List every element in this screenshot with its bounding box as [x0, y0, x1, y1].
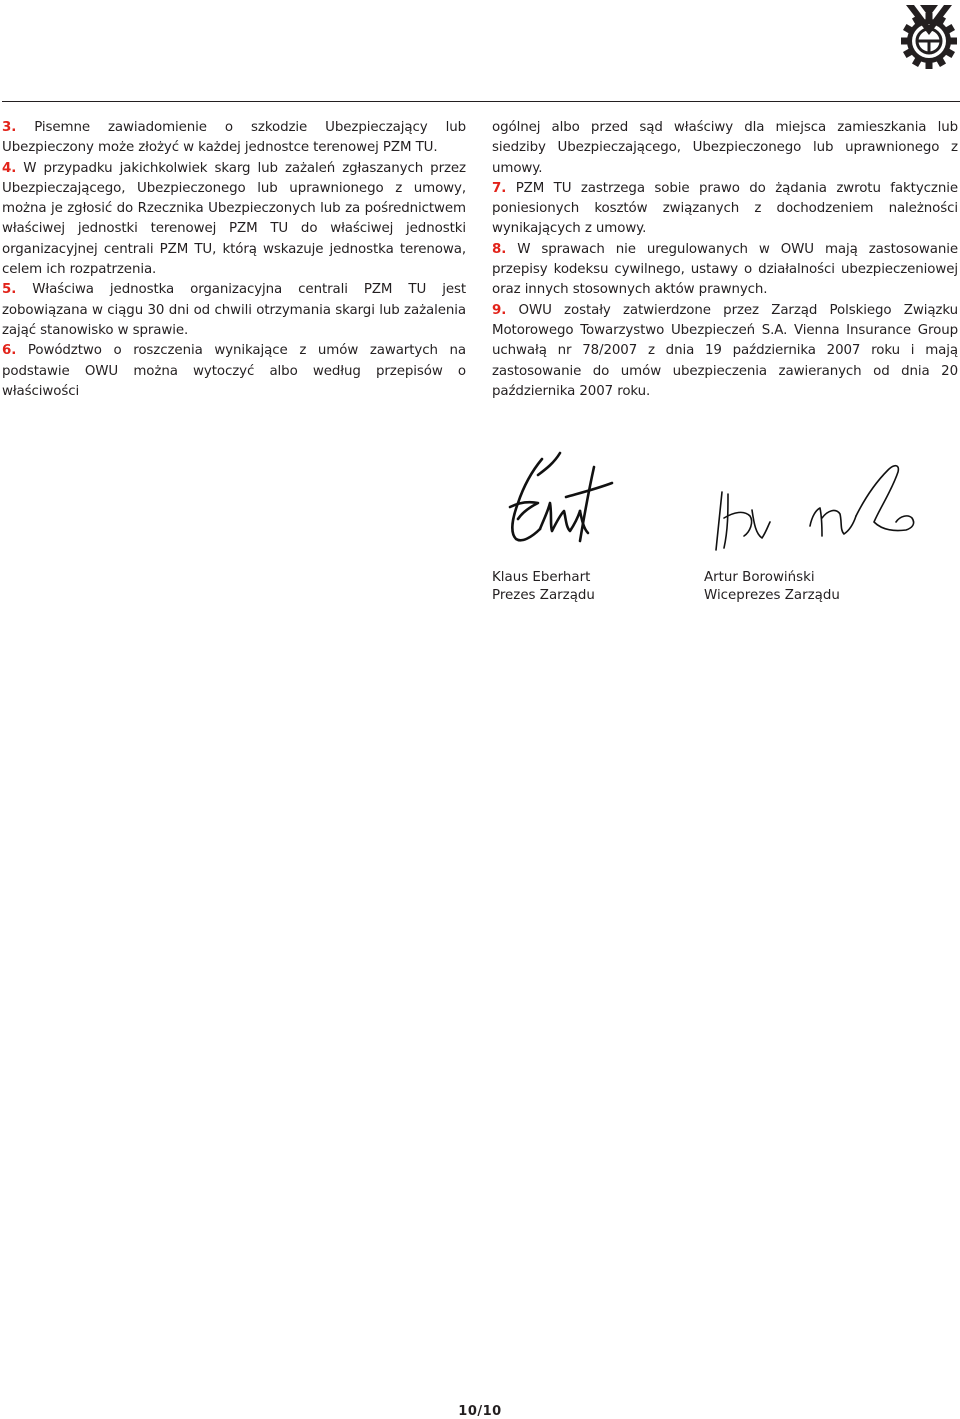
clause-number: 9.: [492, 302, 507, 318]
clause-text: W sprawach nie uregulowanych w OWU mają zastosowanie przepisy kodeksu cywilnego, ustawy o działalności ubezpieczeniowej oraz innych stosownych aktów prawnych.: [492, 241, 958, 298]
signature-artur-borowinski: [694, 452, 926, 552]
clause-4: [2, 159, 466, 281]
signatory-role: Wiceprezes Zarządu: [704, 587, 840, 603]
clause-8: [492, 240, 958, 301]
left-column: [2, 118, 466, 402]
clause-7: [492, 179, 958, 240]
clause-text: W przypadku jakichkolwiek skarg lub zażaleń zgłaszanych przez Ubezpieczającego, Ubezpieczonego lub uprawnionego z umowy, można je zgłosić do Rzecznika Ubezpieczonych lub za pośrednictwem właściwej jednostki terenowej PZM TU do właściwej jednostki organizacyjnej centrali PZM TU, którą wskazuje jednostka terenowa, celem ich rozpatrzenia.: [2, 160, 466, 278]
clause-9: [492, 301, 958, 402]
clause-5: [2, 280, 466, 341]
signature-klaus-eberhart: [488, 445, 620, 555]
pzm-logo-icon: [898, 1, 960, 71]
clause-text: Powództwo o roszczenia wynikające z umów zawartych na podstawie OWU można wytoczyć albo według przepisów o właściwości: [2, 343, 466, 399]
signatory-name: Artur Borowiński: [704, 570, 815, 585]
signatory-role: Prezes Zarządu: [492, 587, 595, 603]
clause-number: 5.: [2, 282, 17, 298]
clause-number: 4.: [2, 160, 17, 176]
signature-block-1: [492, 569, 595, 604]
clause-6: [2, 341, 466, 402]
signature-block-2: [704, 569, 840, 604]
page-number: 10/10: [458, 1404, 502, 1419]
clause-text: Pisemne zawiadomienie o szkodzie Ubezpieczający lub Ubezpieczony może złożyć w każdej jednostce terenowej PZM TU.: [2, 120, 466, 156]
clause-number: 6.: [2, 343, 17, 359]
signatory-name: Klaus Eberhart: [492, 570, 591, 585]
clause-text: OWU zostały zatwierdzone przez Zarząd Polskiego Związku Motorowego Towarzystwo Ubezpieczeń S.A. Vienna Insurance Group uchwałą nr 78/2007 z dnia 19 października 2007 roku i mają zastosowanie do umów ubezpieczenia zawieranych od dnia 20 października 2007 roku.: [492, 302, 958, 399]
clause-number: 3.: [2, 120, 17, 135]
clause-text: Właściwa jednostka organizacyjna centrali PZM TU jest zobowiązana w ciągu 30 dni od chwili otrzymania skargi lub zażalenia zająć stanowisko w sprawie.: [2, 282, 466, 338]
right-column: [492, 118, 958, 402]
clause-3: [2, 118, 466, 159]
clause-number: 7.: [492, 180, 507, 196]
clause-6-continuation: ogólnej albo przed sąd właściwy dla miejsca zamieszkania lub siedziby Ubezpieczającego, Ubezpieczonego lub uprawnionego z umowy.: [492, 120, 958, 176]
clause-number: 8.: [492, 241, 507, 257]
clause-text: PZM TU zastrzega sobie prawo do żądania zwrotu faktycznie poniesionych kosztów związanych z dochodzeniem należności wynikających z umowy.: [492, 180, 958, 237]
header-rule: [2, 101, 960, 102]
